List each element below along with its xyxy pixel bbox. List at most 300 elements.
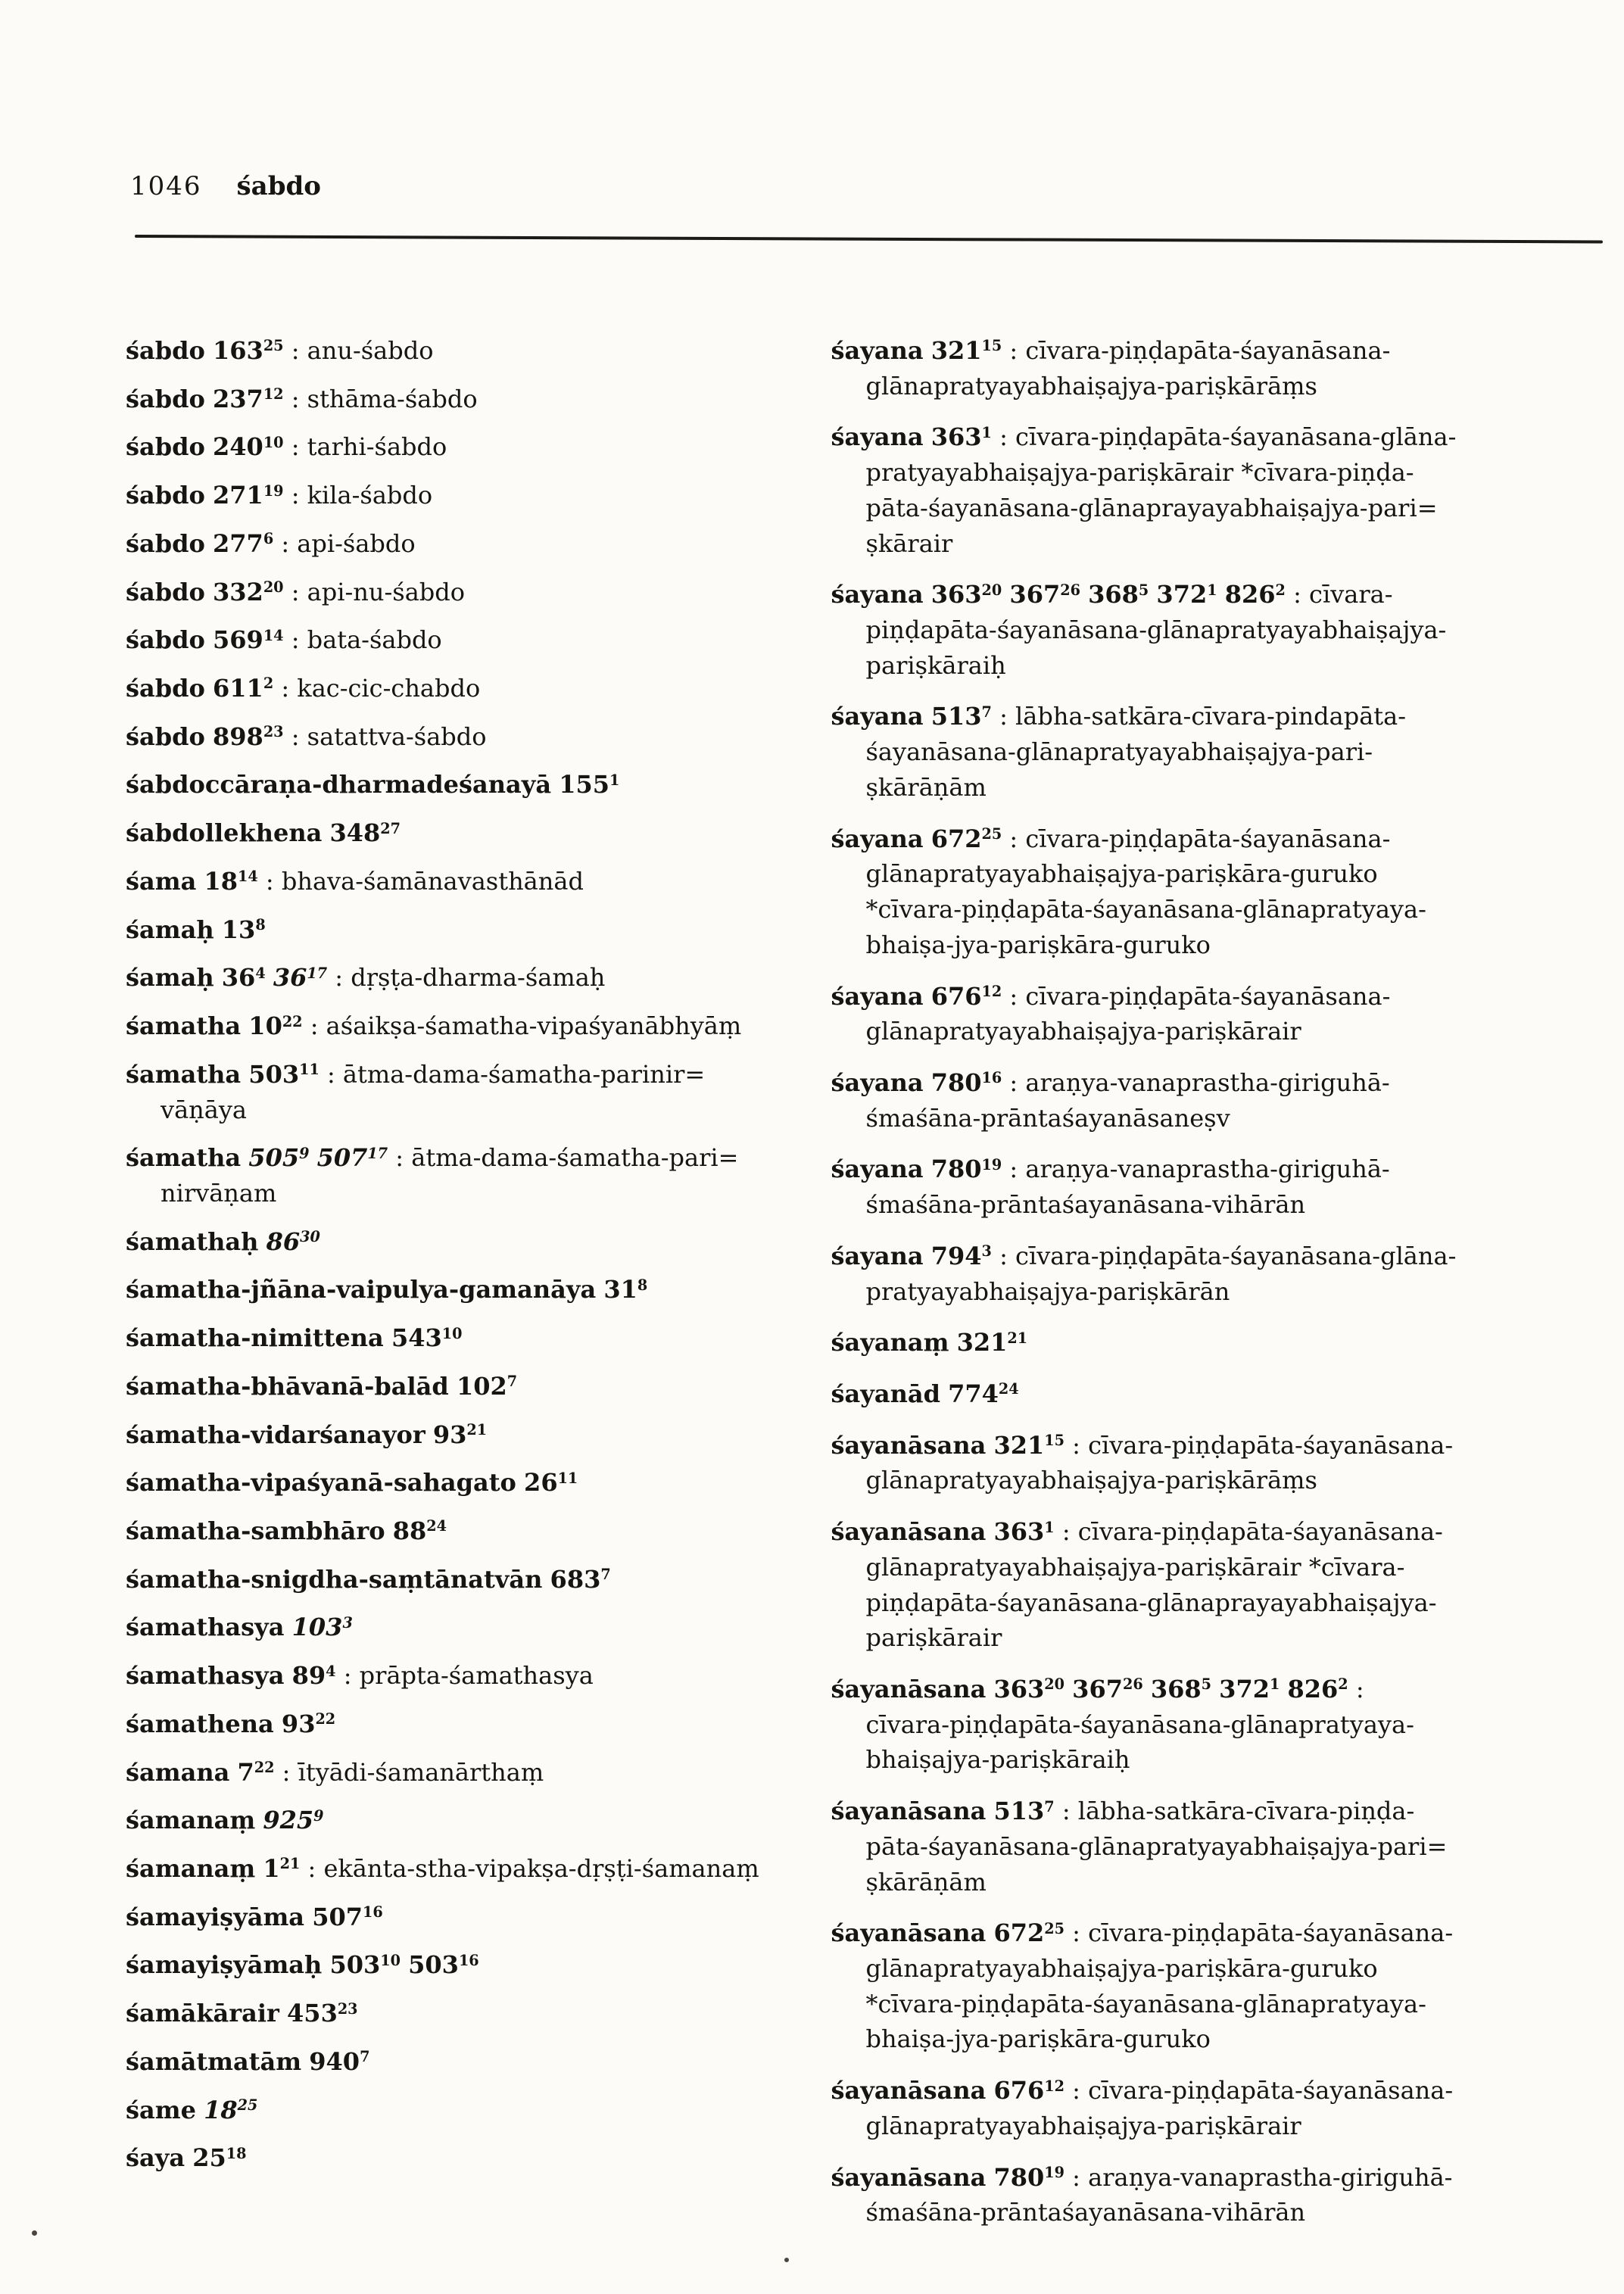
entry-locator bbox=[192, 2143, 246, 2172]
locator-page-number: 93 bbox=[432, 1420, 467, 1449]
entry-headword: śabdollekhena bbox=[126, 818, 323, 848]
locator-page-number: 363 bbox=[993, 1675, 1045, 1703]
locator-line-superscript: 16 bbox=[981, 1069, 1002, 1087]
index-entry bbox=[126, 1417, 777, 1453]
index-entry bbox=[126, 429, 777, 465]
entry-locator bbox=[213, 578, 284, 606]
index-entry bbox=[831, 1672, 1482, 1778]
gloss-line: pratyayabhaiṣajya-pariṣkārair *cīvara-piṇḍa- bbox=[865, 458, 1414, 488]
gloss-line: śmaśāna-prāntaśayanāsana-vihārān bbox=[865, 2198, 1306, 2227]
gloss-line: śayanāsana-glānapratyayabhaiṣajya-pari- bbox=[865, 737, 1373, 767]
locator-line-superscript: 17 bbox=[307, 964, 328, 982]
locator-line-superscript: 15 bbox=[1044, 1432, 1064, 1450]
entry-headword: śabdo bbox=[126, 432, 205, 462]
gloss-separator: : bbox=[274, 1757, 298, 1787]
entry-headword: śayana bbox=[831, 1155, 924, 1184]
gloss-line: cīvara-piṇḍapāta-śayanāsana- bbox=[1025, 981, 1391, 1011]
gloss-separator: : bbox=[991, 702, 1016, 731]
entry-locator bbox=[994, 2076, 1065, 2105]
locator-page-number: 672 bbox=[993, 1918, 1045, 1948]
locator-line-superscript: 7 bbox=[981, 703, 992, 721]
entry-headword: śamatha bbox=[126, 1143, 242, 1173]
index-entry bbox=[126, 1803, 777, 1838]
gloss-line: bhava-śamānavasthānād bbox=[281, 866, 584, 896]
entry-locator bbox=[263, 1806, 323, 1834]
locator-line-superscript: 22 bbox=[282, 1012, 303, 1030]
locator-page-number: 25 bbox=[192, 2143, 226, 2173]
entry-headword: śabdo bbox=[126, 674, 205, 703]
entry-locator bbox=[222, 915, 266, 944]
locator-line-superscript: 19 bbox=[981, 1155, 1002, 1173]
gloss-line: lābha-satkāra-cīvara-pindapāta- bbox=[1015, 702, 1407, 731]
entry-locator bbox=[309, 2047, 369, 2076]
entry-locator bbox=[204, 2096, 257, 2124]
entry-locator bbox=[957, 1328, 1028, 1357]
index-entry bbox=[126, 1057, 777, 1127]
locator-page-number: 503 bbox=[408, 1950, 459, 1980]
index-entry bbox=[831, 419, 1482, 561]
gloss-separator: : bbox=[388, 1143, 412, 1173]
index-entry bbox=[126, 1140, 777, 1211]
locator-line-superscript: 9 bbox=[313, 1806, 324, 1825]
locator-line-superscript: 5 bbox=[1201, 1675, 1211, 1694]
gloss-line: dṛṣṭa-dharma-śamaḥ bbox=[351, 963, 606, 993]
gloss-line: pratyayabhaiṣajya-pariṣkārān bbox=[865, 1276, 1230, 1306]
gloss-line: śmaśāna-prāntaśayanāsana-vihārān bbox=[865, 1190, 1306, 1220]
index-entry bbox=[126, 815, 777, 851]
gloss-line: pariṣkārair bbox=[865, 1623, 1002, 1653]
locator-page-number: 163 bbox=[213, 336, 263, 365]
entry-locator bbox=[524, 1468, 578, 1497]
entry-locator bbox=[994, 1797, 1055, 1825]
gloss-line: anu-śabdo bbox=[307, 336, 434, 365]
gloss-separator: : bbox=[283, 384, 307, 413]
left-column bbox=[126, 333, 777, 2189]
locator-line-superscript: 20 bbox=[981, 581, 1002, 599]
gloss-separator: : bbox=[1054, 1517, 1078, 1547]
entry-headword: śame bbox=[126, 2095, 196, 2124]
index-entry bbox=[126, 382, 777, 417]
locator-page-number: 774 bbox=[948, 1379, 999, 1408]
locator-page-number: 503 bbox=[329, 1950, 381, 1980]
gloss-line: ītyādi-śamanārthaṃ bbox=[298, 1757, 544, 1787]
locator-page-number: 780 bbox=[993, 2162, 1045, 2192]
entry-locator bbox=[204, 867, 258, 896]
entry-locator bbox=[317, 1143, 388, 1172]
gloss-line: aśaikṣa-śamatha-vipaśyanābhyāṃ bbox=[326, 1011, 742, 1041]
locator-page-number: 26 bbox=[524, 1468, 558, 1498]
scan-speck bbox=[32, 2230, 37, 2236]
entry-locator bbox=[994, 1517, 1055, 1546]
entry-headword: śabdo bbox=[126, 481, 205, 510]
gloss-line: ṣkārāṇām bbox=[865, 1867, 987, 1897]
locator-page-number: 363 bbox=[993, 1517, 1045, 1547]
gloss-line: ātma-dama-śamatha-parinir= bbox=[342, 1059, 706, 1089]
entry-locator bbox=[408, 1950, 479, 1979]
locator-line-superscript: 26 bbox=[1060, 581, 1080, 599]
entry-locator bbox=[994, 1675, 1065, 1703]
locator-page-number: 507 bbox=[316, 1143, 368, 1173]
entry-locator bbox=[931, 1068, 1002, 1097]
gloss-line: ekānta-stha-vipakṣa-dṛṣṭi-śamanaṃ bbox=[323, 1854, 759, 1883]
entry-locator bbox=[948, 1379, 1019, 1408]
entry-headword: śayanaṃ bbox=[831, 1328, 949, 1357]
locator-line-superscript: 21 bbox=[466, 1420, 488, 1438]
entry-locator bbox=[931, 824, 1002, 853]
locator-page-number: 88 bbox=[392, 1516, 427, 1545]
locator-line-superscript: 25 bbox=[981, 825, 1002, 843]
locator-line-superscript: 1 bbox=[609, 771, 620, 789]
entry-headword: śabdoccāraṇa-dharmadeśanayā bbox=[126, 770, 552, 799]
locator-line-superscript: 21 bbox=[279, 1855, 301, 1873]
locator-line-superscript: 26 bbox=[1122, 1675, 1143, 1694]
entry-headword: śamanaṃ bbox=[126, 1854, 256, 1883]
entry-locator bbox=[213, 674, 273, 703]
index-entry bbox=[126, 1224, 777, 1260]
entry-locator bbox=[213, 385, 284, 413]
entry-headword: śayana bbox=[831, 336, 924, 365]
entry-headword: śayanāsana bbox=[831, 1430, 987, 1460]
gloss-separator: : bbox=[302, 1011, 326, 1041]
index-entry bbox=[126, 1465, 777, 1501]
entry-locator bbox=[559, 770, 619, 799]
entry-locator bbox=[213, 481, 284, 510]
gloss-separator: : bbox=[319, 1059, 343, 1089]
gloss-line: nirvāṇam bbox=[161, 1178, 277, 1208]
entry-locator bbox=[292, 1661, 336, 1690]
locator-page-number: 676 bbox=[930, 981, 982, 1011]
gloss-separator: : bbox=[1064, 2162, 1089, 2192]
index-entry bbox=[126, 2044, 777, 2080]
gloss-separator: : bbox=[273, 528, 298, 558]
index-entry bbox=[126, 1755, 777, 1791]
locator-page-number: 503 bbox=[248, 1059, 300, 1089]
gloss-line: pāta-śayanāsana-glānaprayayabhaiṣajya-pari= bbox=[865, 493, 1438, 522]
entry-locator bbox=[550, 1565, 611, 1594]
locator-page-number: 363 bbox=[930, 422, 982, 452]
index-entry bbox=[126, 1851, 777, 1887]
index-entry bbox=[126, 1320, 777, 1356]
gloss-separator: : bbox=[1064, 1430, 1089, 1460]
index-entry bbox=[126, 333, 777, 369]
locator-line-superscript: 7 bbox=[600, 1566, 611, 1584]
entry-headword: śamatha-nimittena bbox=[126, 1323, 384, 1353]
locator-page-number: 31 bbox=[603, 1275, 637, 1304]
gloss-separator: : bbox=[1002, 1155, 1026, 1184]
gloss-line: kac-cic-chabdo bbox=[297, 674, 481, 703]
locator-page-number: 826 bbox=[1224, 580, 1276, 609]
locator-page-number: 237 bbox=[213, 384, 263, 413]
gloss-separator: : bbox=[283, 577, 307, 606]
locator-page-number: 780 bbox=[930, 1155, 982, 1184]
gloss-separator: : bbox=[1064, 2076, 1089, 2105]
gloss-line: glānapratyayabhaiṣajya-pariṣkārair *cīvara- bbox=[865, 1552, 1405, 1582]
entry-headword: śayana bbox=[831, 702, 924, 731]
index-entry bbox=[831, 979, 1482, 1049]
gloss-line: kila-śabdo bbox=[307, 481, 433, 510]
gloss-line: ṣkārāṇām bbox=[865, 772, 987, 802]
locator-line-superscript: 22 bbox=[254, 1759, 275, 1777]
entry-locator bbox=[248, 1011, 302, 1040]
locator-line-superscript: 21 bbox=[1007, 1329, 1028, 1347]
locator-page-number: 102 bbox=[456, 1371, 507, 1401]
locator-page-number: 10 bbox=[248, 1011, 282, 1041]
index-entry bbox=[831, 1152, 1482, 1222]
locator-line-superscript: 4 bbox=[255, 964, 266, 982]
locator-line-superscript: 12 bbox=[1044, 2077, 1064, 2095]
entry-locator bbox=[457, 1372, 517, 1401]
locator-line-superscript: 8 bbox=[255, 916, 266, 934]
entry-locator bbox=[931, 1155, 1002, 1183]
gloss-separator: : bbox=[991, 1241, 1016, 1270]
index-entry bbox=[126, 864, 777, 899]
locator-line-superscript: 25 bbox=[237, 2096, 258, 2115]
gloss-line: glānapratyayabhaiṣajya-pariṣkārair bbox=[865, 2111, 1301, 2140]
locator-page-number: 18 bbox=[204, 2095, 238, 2124]
locator-line-superscript: 7 bbox=[507, 1373, 518, 1391]
gloss-line: cīvara-piṇḍapāta-śayanāsana- bbox=[1077, 1517, 1443, 1547]
index-entry bbox=[831, 1794, 1482, 1900]
entry-headword: śayana bbox=[831, 1241, 924, 1270]
locator-line-superscript: 18 bbox=[226, 2144, 247, 2162]
entry-locator bbox=[329, 818, 401, 847]
scan-speck bbox=[784, 2258, 789, 2262]
locator-line-superscript: 15 bbox=[981, 337, 1002, 355]
entry-locator bbox=[994, 1918, 1065, 1947]
locator-line-superscript: 16 bbox=[363, 1903, 383, 1922]
gloss-line: *cīvara-piṇḍapāta-śayanāsana-glānapratyaya- bbox=[865, 895, 1426, 924]
locator-line-superscript: 17 bbox=[367, 1144, 388, 1162]
index-entry bbox=[126, 767, 777, 803]
gloss-separator: : bbox=[1002, 981, 1026, 1011]
entry-locator bbox=[267, 1227, 320, 1256]
locator-page-number: 367 bbox=[1072, 1675, 1123, 1703]
locator-page-number: 1 bbox=[263, 1854, 280, 1883]
entry-locator bbox=[1219, 1675, 1280, 1703]
entry-locator bbox=[1151, 1675, 1211, 1703]
locator-line-superscript: 12 bbox=[263, 385, 284, 404]
locator-page-number: 103 bbox=[291, 1613, 343, 1642]
locator-line-superscript: 2 bbox=[1275, 581, 1286, 599]
entry-headword: śaya bbox=[126, 2143, 185, 2173]
entry-locator bbox=[1009, 580, 1080, 609]
gloss-line: cīvara-piṇḍapāta-śayanāsana-glāna- bbox=[1015, 1241, 1457, 1270]
entry-headword: śamayiṣyāma bbox=[126, 1902, 305, 1931]
right-column bbox=[831, 333, 1482, 2246]
index-entry bbox=[126, 1610, 777, 1645]
entry-headword: śamātmatām bbox=[126, 2046, 302, 2076]
gloss-line: glānapratyayabhaiṣajya-pariṣkārāṃs bbox=[865, 371, 1317, 401]
index-entry bbox=[126, 719, 777, 755]
entry-headword: śayanāsana bbox=[831, 2162, 987, 2192]
locator-line-superscript: 7 bbox=[360, 2048, 370, 2066]
entry-headword: śayana bbox=[831, 422, 924, 452]
entry-headword: śabdo bbox=[126, 336, 205, 365]
gloss-separator: : bbox=[1002, 1068, 1026, 1097]
entry-locator bbox=[263, 1854, 300, 1883]
gloss-line: araṇya-vanaprastha-giriguhā- bbox=[1025, 1155, 1390, 1184]
entry-headword: śamaḥ bbox=[126, 963, 214, 993]
locator-line-superscript: 19 bbox=[263, 482, 284, 500]
locator-page-number: 36 bbox=[273, 963, 307, 993]
gloss-line: api-śabdo bbox=[297, 528, 416, 558]
locator-line-superscript: 14 bbox=[238, 868, 258, 886]
gloss-line: glānapratyayabhaiṣajya-pariṣkārair bbox=[865, 1017, 1301, 1046]
gloss-line: cīvara-piṇḍapāta-śayanāsana-glānapratyaya- bbox=[865, 1710, 1414, 1739]
index-entry bbox=[126, 2093, 777, 2128]
entry-locator bbox=[222, 963, 266, 992]
entry-headword: śamatha-vipaśyanā-sahagato bbox=[126, 1468, 516, 1498]
locator-page-number: 332 bbox=[213, 577, 263, 606]
entry-locator bbox=[273, 963, 327, 992]
locator-line-superscript: 1 bbox=[1269, 1675, 1280, 1694]
entry-locator bbox=[213, 432, 284, 461]
locator-page-number: 940 bbox=[309, 2046, 360, 2076]
locator-page-number: 683 bbox=[550, 1564, 601, 1594]
entry-locator bbox=[1288, 1675, 1348, 1703]
locator-line-superscript: 22 bbox=[315, 1710, 336, 1728]
gloss-separator: : bbox=[257, 866, 282, 896]
gloss-separator: : bbox=[335, 1661, 360, 1691]
locator-page-number: 36 bbox=[221, 963, 256, 993]
entry-locator bbox=[1072, 1675, 1143, 1703]
entry-locator bbox=[248, 1060, 320, 1089]
locator-page-number: 7 bbox=[237, 1757, 254, 1787]
gloss-line: cīvara-piṇḍapāta-śayanāsana- bbox=[1088, 2076, 1454, 2105]
gloss-line: tarhi-śabdo bbox=[307, 432, 447, 462]
entry-headword: śamatha-vidarśanayor bbox=[126, 1420, 425, 1449]
gloss-line: ṣkārair bbox=[865, 528, 953, 558]
page-header bbox=[130, 171, 321, 201]
gloss-line: araṇya-vanaprastha-giriguhā- bbox=[1088, 2162, 1453, 2192]
gloss-line: glānapratyayabhaiṣajya-pariṣkārāṃs bbox=[865, 1466, 1317, 1495]
gloss-line: api-nu-śabdo bbox=[307, 577, 466, 606]
index-entry bbox=[126, 526, 777, 562]
locator-page-number: 86 bbox=[266, 1226, 301, 1256]
entry-locator bbox=[931, 1242, 992, 1270]
locator-page-number: 93 bbox=[281, 1709, 316, 1738]
index-entry bbox=[126, 1562, 777, 1597]
locator-page-number: 368 bbox=[1150, 1675, 1202, 1703]
locator-line-superscript: 20 bbox=[263, 578, 284, 597]
gloss-line: bhaiṣa-jya-pariṣkāra-guruko bbox=[865, 2024, 1211, 2054]
locator-line-superscript: 5 bbox=[1138, 581, 1149, 599]
entry-locator bbox=[213, 625, 284, 654]
index-entry bbox=[126, 622, 777, 658]
entry-headword: śayanāsana bbox=[831, 1918, 987, 1948]
index-entry bbox=[126, 2140, 777, 2176]
locator-page-number: 826 bbox=[1287, 1675, 1339, 1703]
index-entry bbox=[126, 1996, 777, 2031]
index-entry bbox=[831, 1325, 1482, 1361]
gloss-line: śmaśāna-prāntaśayanāsaneṣv bbox=[865, 1103, 1230, 1133]
gloss-line: piṇḍapāta-śayanāsana-glānapratyayabhaiṣajya- bbox=[865, 616, 1447, 645]
locator-line-superscript: 4 bbox=[326, 1662, 336, 1680]
entry-headword: śabdo bbox=[126, 577, 205, 606]
entry-headword: śayana bbox=[831, 1068, 924, 1097]
locator-line-superscript: 30 bbox=[300, 1228, 320, 1246]
entry-locator bbox=[391, 1323, 463, 1352]
entry-headword: śamathena bbox=[126, 1709, 274, 1738]
locator-line-superscript: 10 bbox=[441, 1324, 463, 1342]
entry-locator bbox=[248, 1143, 309, 1172]
locator-page-number: 367 bbox=[1009, 580, 1061, 609]
entry-locator bbox=[282, 1710, 335, 1738]
index-entry bbox=[831, 2073, 1482, 2143]
locator-line-superscript: 14 bbox=[263, 626, 284, 644]
locator-page-number: 794 bbox=[930, 1241, 982, 1270]
index-entry bbox=[126, 960, 777, 996]
gloss-separator: : bbox=[1002, 336, 1026, 365]
locator-page-number: 453 bbox=[287, 1999, 338, 2028]
locator-line-superscript: 10 bbox=[263, 433, 284, 451]
entry-headword: śamatha-bhāvanā-balād bbox=[126, 1371, 449, 1401]
locator-line-superscript: 1 bbox=[1207, 581, 1217, 599]
locator-page-number: 780 bbox=[930, 1068, 982, 1097]
index-entry bbox=[831, 1376, 1482, 1412]
locator-line-superscript: 24 bbox=[998, 1380, 1019, 1398]
gloss-line: cīvara-piṇḍapāta-śayanāsana- bbox=[1088, 1918, 1454, 1948]
gloss-separator: : bbox=[300, 1854, 324, 1883]
locator-line-superscript: 8 bbox=[637, 1276, 648, 1294]
entry-headword: śamatha bbox=[126, 1011, 242, 1041]
locator-line-superscript: 7 bbox=[1044, 1797, 1055, 1816]
gloss-separator: : bbox=[1285, 580, 1310, 609]
entry-locator bbox=[433, 1420, 487, 1449]
locator-line-superscript: 3 bbox=[342, 1613, 353, 1632]
entry-headword: śamatha-snigdha-saṃtānatvān bbox=[126, 1564, 543, 1594]
locator-page-number: 368 bbox=[1088, 580, 1139, 609]
entry-locator bbox=[213, 336, 284, 365]
locator-page-number: 271 bbox=[213, 481, 263, 510]
gloss-line: araṇya-vanaprastha-giriguhā- bbox=[1025, 1068, 1390, 1097]
gloss-separator: : bbox=[283, 625, 307, 655]
gloss-line: cīvara- bbox=[1309, 580, 1393, 609]
index-entry bbox=[126, 1947, 777, 1983]
gloss-line: bhaiṣa-jya-pariṣkāra-guruko bbox=[865, 930, 1211, 959]
entry-headword: śayana bbox=[831, 580, 924, 609]
index-entry bbox=[126, 575, 777, 610]
locator-line-superscript: 19 bbox=[1044, 2164, 1064, 2182]
entry-headword: śabdo bbox=[126, 528, 205, 558]
entry-locator bbox=[287, 1999, 358, 2028]
entry-locator bbox=[931, 422, 992, 451]
entry-headword: śamatha-jñāna-vaipulya-gamanāya bbox=[126, 1275, 597, 1304]
locator-page-number: 513 bbox=[930, 702, 982, 731]
entry-headword: śama bbox=[126, 866, 197, 896]
locator-line-superscript: 25 bbox=[1044, 1919, 1064, 1937]
entry-headword: śamanaṃ bbox=[126, 1806, 256, 1835]
entry-headword: śayanāsana bbox=[831, 1517, 987, 1547]
gloss-separator: : bbox=[273, 674, 298, 703]
locator-line-superscript: 23 bbox=[263, 723, 284, 741]
index-entry bbox=[831, 699, 1482, 805]
entry-headword: śamaḥ bbox=[126, 915, 214, 944]
locator-line-superscript: 10 bbox=[380, 1951, 401, 1969]
locator-page-number: 543 bbox=[391, 1323, 442, 1353]
index-entry bbox=[831, 577, 1482, 683]
entry-headword: śayanāsana bbox=[831, 1675, 987, 1703]
locator-line-superscript: 2 bbox=[263, 675, 274, 693]
entry-locator bbox=[994, 2163, 1065, 2192]
gloss-separator: : bbox=[327, 963, 351, 993]
entry-headword: śayanāsana bbox=[831, 2076, 987, 2105]
gloss-line: satattva-śabdo bbox=[307, 722, 487, 751]
index-entry bbox=[831, 821, 1482, 963]
entry-locator bbox=[931, 702, 992, 731]
gloss-line: glānapratyayabhaiṣajya-pariṣkāra-guruko bbox=[865, 859, 1378, 889]
index-entry bbox=[831, 1915, 1482, 2057]
